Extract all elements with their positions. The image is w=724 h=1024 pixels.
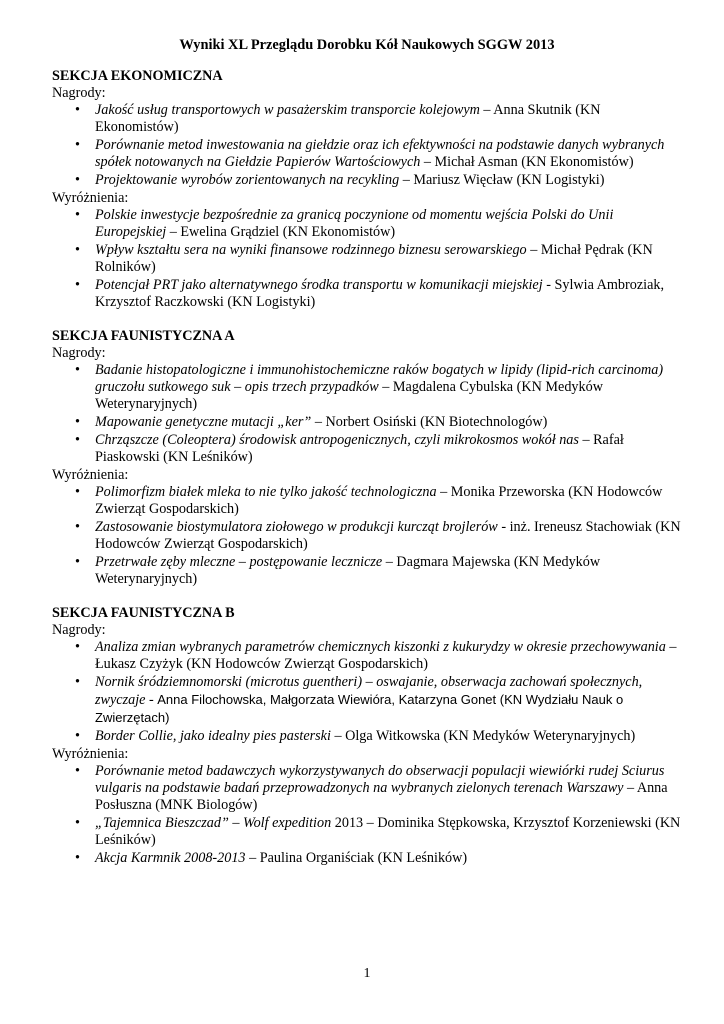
entry-separator: – xyxy=(378,379,393,395)
entry-author: Mariusz Więcław (KN Logistyki) xyxy=(413,172,605,188)
entry-author: Monika Przeworska (KN Hodowców Zwierząt Gospodarskich) xyxy=(95,484,663,517)
entry-separator: - xyxy=(145,692,158,708)
entry-separator: – xyxy=(526,242,541,258)
entry-author: Olga Witkowska (KN Medyków Weterynaryjnych) xyxy=(345,728,636,744)
entry-title: Analiza zmian wybranych parametrów chemicznych kiszonki z kukurydzy w okresie przechowywania xyxy=(95,639,666,655)
entry-title: Porównanie metod inwestowania na giełdzie oraz ich efektywności na podstawie danych wybranych spółek notowanych na Giełdzie Papierów Wartościowych xyxy=(95,137,665,170)
list-item xyxy=(52,519,682,553)
list-item xyxy=(52,639,682,673)
entry-title: Badanie histopatologiczne i immunohistochemiczne raków bogatych w lipidy (lipid-rich carcinoma) gruczołu sutkowego suk – opis trzech przypadków xyxy=(95,362,664,395)
section xyxy=(52,68,682,311)
bullet-icon: • xyxy=(75,137,80,153)
entry-author: Norbert Osiński (KN Biotechnologów) xyxy=(325,414,548,430)
group-label: Nagrody: xyxy=(52,345,106,361)
list-item xyxy=(52,763,682,814)
entry-author: Anna Posłuszna (MNK Biologów) xyxy=(95,780,668,813)
bullet-icon: • xyxy=(75,519,80,535)
entry-author: Sylwia Ambroziak, Krzysztof Raczkowski (KN Logistyki) xyxy=(95,277,665,310)
bullet-icon: • xyxy=(75,639,80,655)
entry-title: Polimorfizm białek mleka to nie tylko jakość technologiczna xyxy=(95,484,437,500)
list-item xyxy=(52,207,682,241)
entry-author: Anna Filochowska, Małgorzata Wiewióra, Katarzyna Gonet (KN Wydziału Nauk o Zwierzętach) xyxy=(95,692,624,725)
bullet-icon: • xyxy=(75,172,80,188)
bullet-icon: • xyxy=(75,207,80,223)
award-list xyxy=(52,763,682,867)
list-item xyxy=(52,137,682,171)
group-label: Wyróżnienia: xyxy=(52,467,129,483)
group-label: Wyróżnienia: xyxy=(52,190,129,206)
entry-separator: - xyxy=(497,519,510,535)
entry-author: Łukasz Czyżyk (KN Hodowców Zwierząt Gospodarskich) xyxy=(95,656,428,672)
list-item xyxy=(52,484,682,518)
entry-separator: - xyxy=(542,277,555,293)
bullet-icon: • xyxy=(75,484,80,500)
entry-title: Chrząszcze (Coleoptera) środowisk antropogenicznych, czyli mikrokosmos wokół nas xyxy=(95,432,579,448)
list-item xyxy=(52,102,682,136)
page-number: 1 xyxy=(363,966,371,981)
document-title: Wyniki XL Przeglądu Dorobku Kół Naukowych SGGW 2013 xyxy=(179,37,555,53)
list-item xyxy=(52,242,682,276)
entry-separator: – xyxy=(436,484,451,500)
list-item xyxy=(52,432,682,466)
entry-separator: – xyxy=(382,554,397,570)
bullet-icon: • xyxy=(75,674,80,690)
bullet-icon: • xyxy=(75,432,80,448)
entry-title: Akcja Karmnik 2008-2013 xyxy=(95,850,246,866)
bullet-icon: • xyxy=(75,362,80,378)
entry-author: Ewelina Grądziel (KN Ekonomistów) xyxy=(180,224,396,240)
entry-separator: – xyxy=(479,102,494,118)
bullet-icon: • xyxy=(75,277,80,293)
group-label: Wyróżnienia: xyxy=(52,746,129,762)
entry-title: Nornik śródziemnomorski (microtus guentheri) – oswajanie, obserwacja zachowań społecznych, zwyczaje xyxy=(95,674,643,708)
entry-title: Porównanie metod badawczych wykorzystywanych do obserwacji populacji wiewiórki rudej Sciurus vulgaris na podstawie badań przeprowadzonych na wybranych zielonych terenach Warszawy xyxy=(95,763,665,796)
list-item xyxy=(52,674,682,727)
entry-author: Anna Skutnik (KN Ekonomistów) xyxy=(95,102,601,135)
entry-author: Dagmara Majewska (KN Medyków Weterynaryjnych) xyxy=(95,554,601,587)
bullet-icon: • xyxy=(75,242,80,258)
award-list xyxy=(52,207,682,311)
group-label: Nagrody: xyxy=(52,85,106,101)
entry-author: Magdalena Cybulska (KN Medyków Weterynaryjnych) xyxy=(95,379,603,412)
entry-separator: – xyxy=(665,639,677,655)
section-title: SEKCJA FAUNISTYCZNA B xyxy=(52,605,235,621)
entry-title: Mapowanie genetyczne mutacji „ker” xyxy=(95,414,312,430)
bullet-icon: • xyxy=(75,728,80,744)
entry-separator: – xyxy=(311,414,326,430)
section-title: SEKCJA FAUNISTYCZNA A xyxy=(52,328,235,344)
section xyxy=(52,328,682,588)
list-item xyxy=(52,277,682,311)
entry-title: Zastosowanie biostymulatora ziołowego w produkcji kurcząt brojlerów xyxy=(95,519,498,535)
entry-author: Rafał Piaskowski (KN Leśników) xyxy=(95,432,624,465)
entry-title: „Tajemnica Bieszczad” – Wolf expedition xyxy=(95,815,332,831)
document-content xyxy=(52,68,682,884)
entry-separator: – xyxy=(245,850,260,866)
bullet-icon: • xyxy=(75,815,80,831)
entry-author: Paulina Organiściak (KN Leśników) xyxy=(259,850,468,866)
entry-author: inż. Ireneusz Stachowiak (KN Hodowców Zwierząt Gospodarskich) xyxy=(95,519,681,552)
group-label: Nagrody: xyxy=(52,622,106,638)
list-item xyxy=(52,728,682,745)
list-item xyxy=(52,414,682,431)
entry-separator: – xyxy=(578,432,594,448)
list-item xyxy=(52,850,682,867)
list-item xyxy=(52,554,682,588)
entry-title: Przetrwałe zęby mleczne – postępowanie lecznicze xyxy=(95,554,383,570)
entry-separator: – xyxy=(420,154,435,170)
entry-title: Wpływ kształtu sera na wyniki finansowe rodzinnego biznesu serowarskiego xyxy=(95,242,527,258)
section xyxy=(52,605,682,867)
entry-separator: – xyxy=(623,780,637,796)
award-list xyxy=(52,484,682,588)
entry-separator: – xyxy=(399,172,414,188)
list-item xyxy=(52,362,682,413)
list-item xyxy=(52,815,682,849)
award-list xyxy=(52,639,682,745)
award-list xyxy=(52,362,682,466)
entry-separator: – xyxy=(330,728,346,744)
entry-separator: – xyxy=(166,224,181,240)
entry-title: Polskie inwestycje bezpośrednie za granicą poczynione od momentu wejścia Polski do Unii Europejskiej xyxy=(95,207,614,240)
bullet-icon: • xyxy=(75,763,80,779)
entry-author: Michał Asman (KN Ekonomistów) xyxy=(434,154,634,170)
entry-title: Potencjał PRT jako alternatywnego środka transportu w komunikacji miejskiej xyxy=(95,277,543,293)
entry-title: Border Collie, jako idealny pies pasterski xyxy=(95,728,331,744)
award-list xyxy=(52,102,682,189)
entry-title: Projektowanie wyrobów zorientowanych na recykling xyxy=(95,172,400,188)
bullet-icon: • xyxy=(75,414,80,430)
bullet-icon: • xyxy=(75,102,80,118)
entry-author: Michał Pędrak (KN Rolników) xyxy=(95,242,653,275)
entry-author: 2013 – Dominika Stępkowska, Krzysztof Korzeniewski (KN Leśników) xyxy=(95,815,681,848)
entry-title: Jakość usług transportowych w pasażerskim transporcie kolejowym xyxy=(95,102,480,118)
bullet-icon: • xyxy=(75,554,80,570)
section-title: SEKCJA EKONOMICZNA xyxy=(52,68,223,84)
bullet-icon: • xyxy=(75,850,80,866)
list-item xyxy=(52,172,682,189)
